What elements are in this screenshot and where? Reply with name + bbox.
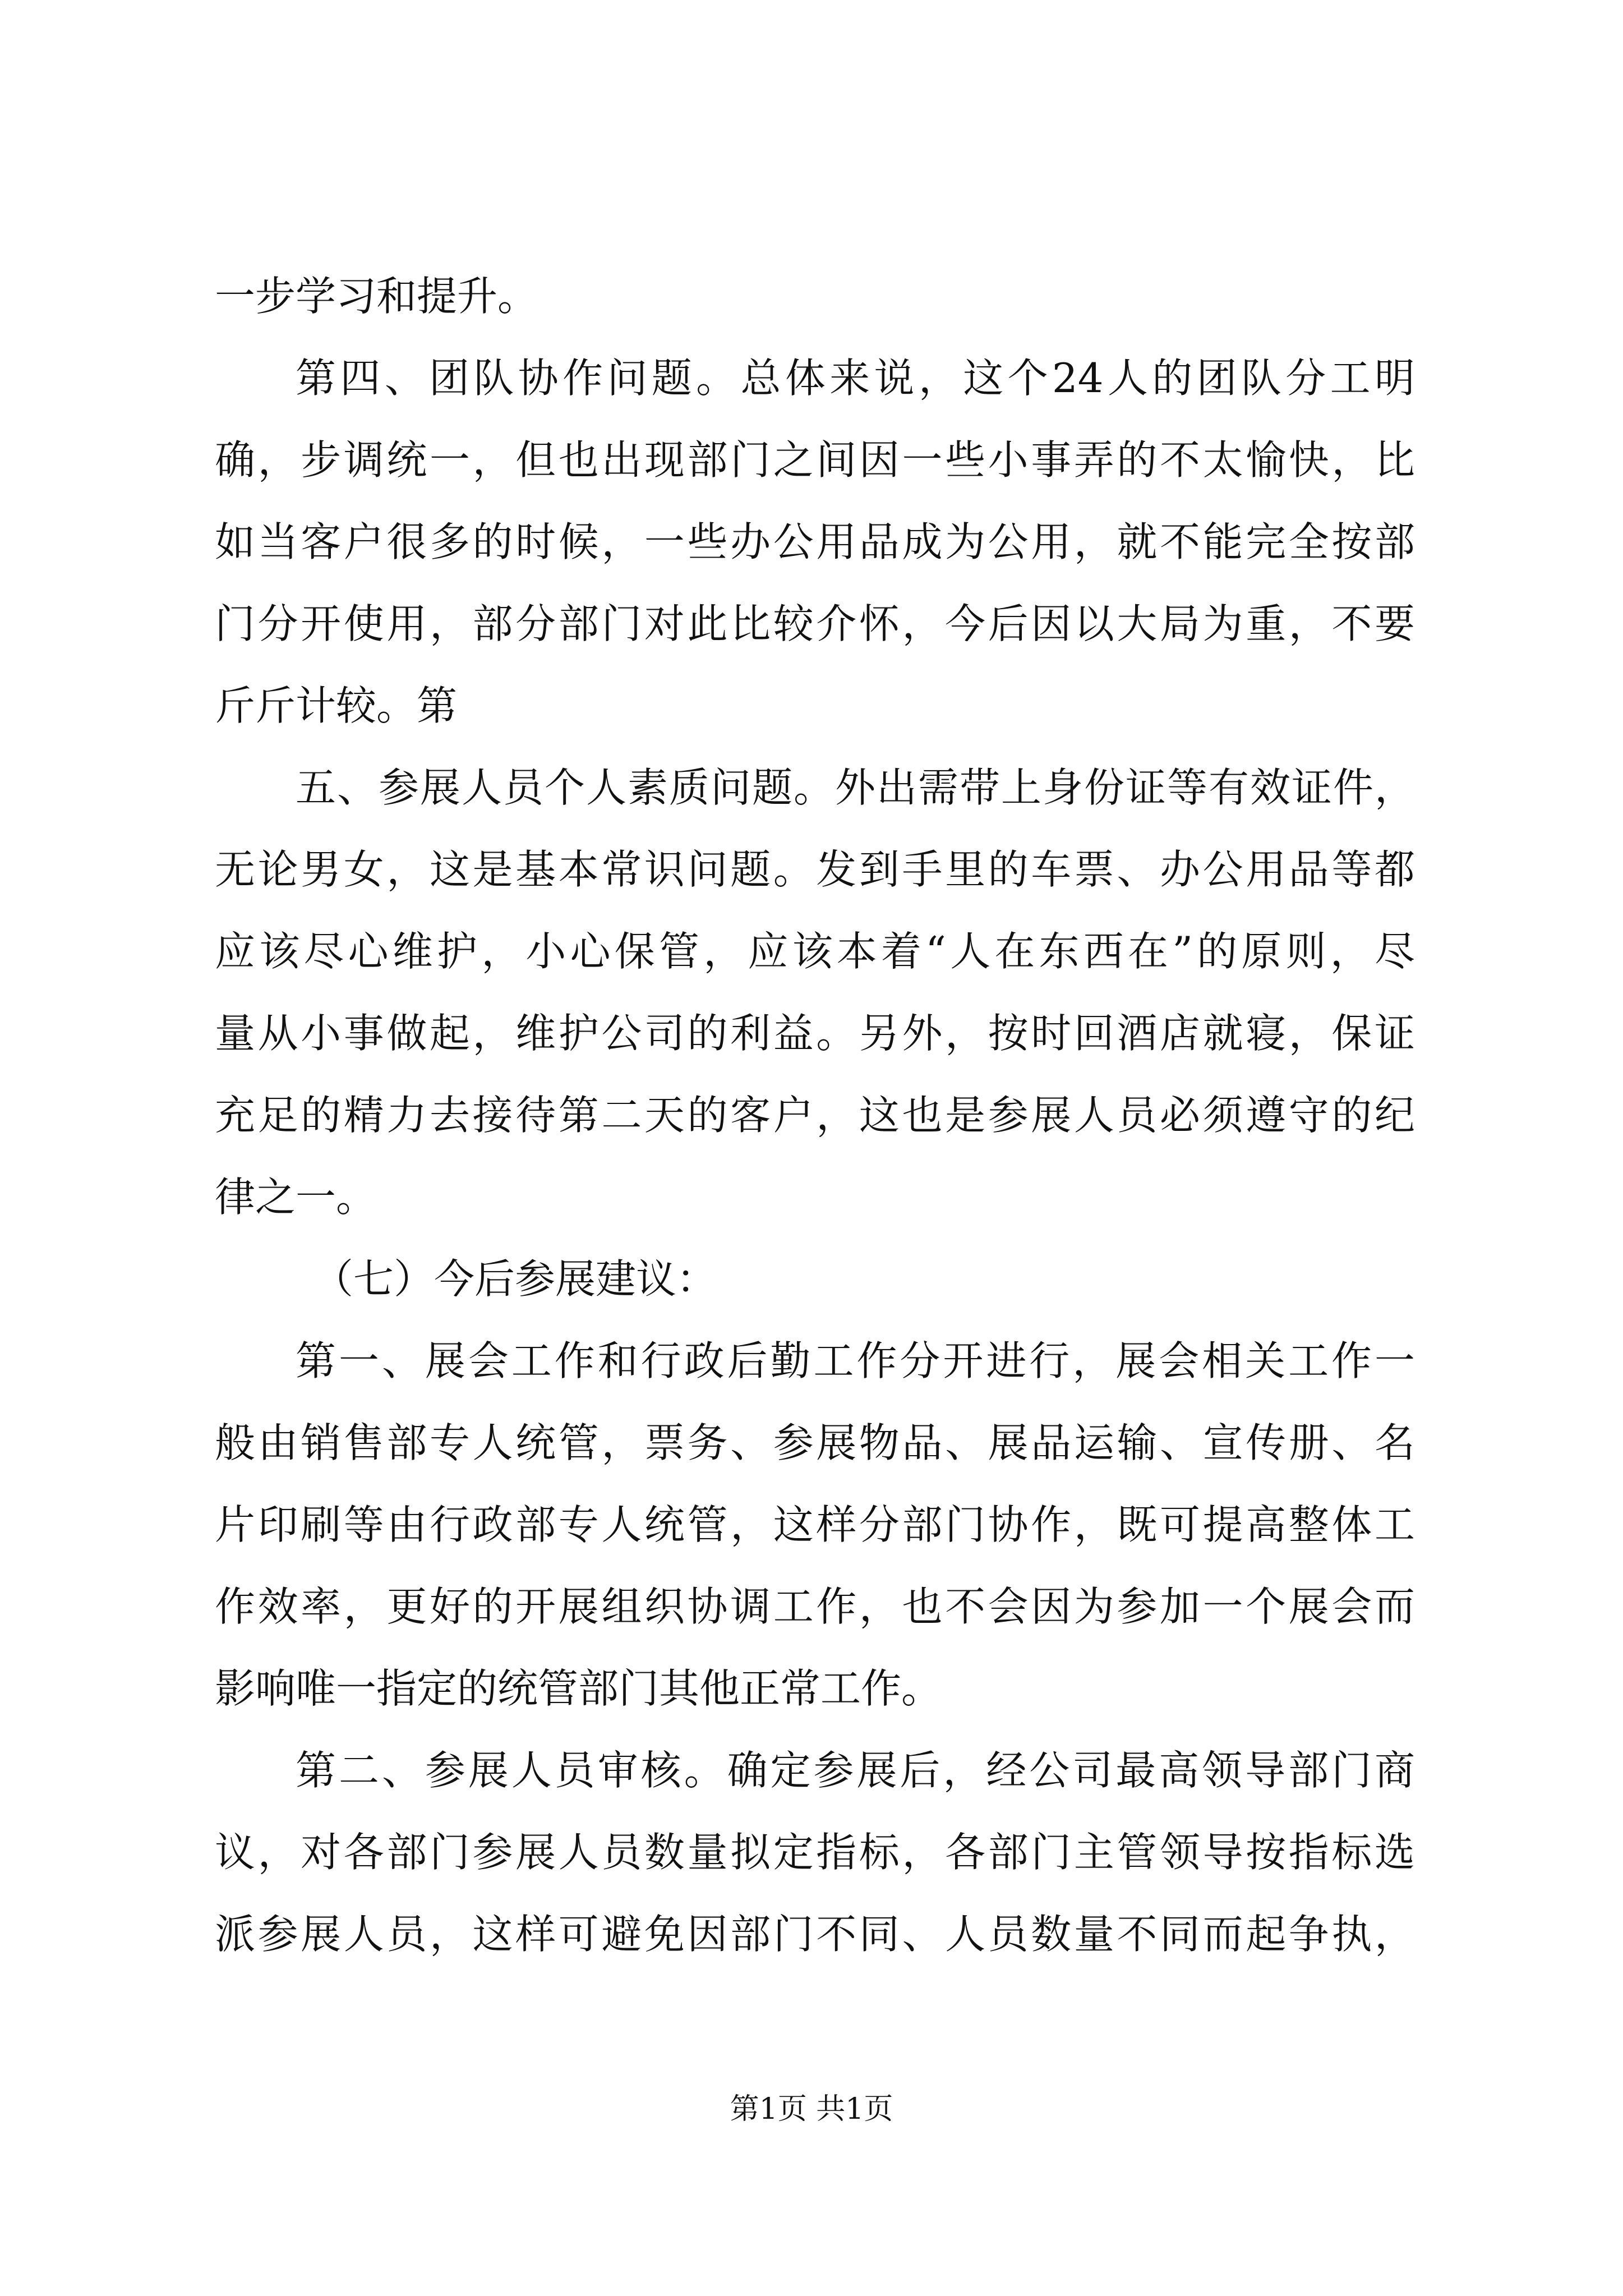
text-line: 派参展人员，这样可避免因部门不同、人员数量不同而起争执， bbox=[215, 1911, 1415, 1958]
text-line: 议，对各部门参展人员数量拟定指标，各部门主管领导按指标选 bbox=[215, 1829, 1415, 1876]
text-line: 第二、参展人员审核。确定参展后，经公司最高领导部门商 bbox=[296, 1747, 1415, 1794]
text-line: 确，步调统一，但也出现部门之间因一些小事弄的不太愉快，比 bbox=[215, 436, 1415, 484]
body-text bbox=[215, 255, 1415, 1975]
page-footer: 第1页 共1页 bbox=[730, 2092, 893, 2126]
text-line: 应该尽心维护，小心保管，应该本着“人在东西在”的原则，尽 bbox=[215, 928, 1415, 975]
text-line: 斤斤计较。第 bbox=[215, 682, 458, 729]
text-line: 如当客户很多的时候，一些办公用品成为公用，就不能完全按部 bbox=[215, 518, 1415, 565]
text-line: 门分开使用，部分部门对此比较介怀，今后因以大局为重，不要 bbox=[215, 600, 1415, 647]
text-line: 第一、展会工作和行政后勤工作分开进行，展会相关工作一 bbox=[296, 1337, 1415, 1384]
section-heading: （七）今后参展建议： bbox=[313, 1255, 717, 1303]
text-line: 无论男女，这是基本常识问题。发到手里的车票、办公用品等都 bbox=[215, 846, 1415, 893]
text-line: 片印刷等由行政部专人统管，这样分部门协作，既可提高整体工 bbox=[215, 1501, 1415, 1548]
text-line: 一步学习和提升。 bbox=[215, 273, 538, 320]
text-line: 般由销售部专人统管，票务、参展物品、展品运输、宣传册、名 bbox=[215, 1419, 1415, 1466]
text-line: 律之一。 bbox=[215, 1174, 377, 1221]
text-line: 充足的精力去接待第二天的客户，这也是参展人员必须遵守的纪 bbox=[215, 1092, 1415, 1139]
text-line: 五、参展人员个人素质问题。外出需带上身份证等有效证件， bbox=[296, 764, 1415, 811]
text-line: 量从小事做起，维护公司的利益。另外，按时回酒店就寝，保证 bbox=[215, 1010, 1415, 1057]
text-line: 作效率，更好的开展组织协调工作，也不会因为参加一个展会而 bbox=[215, 1583, 1415, 1630]
text-line: 第四、团队协作问题。总体来说，这个24人的团队分工明 bbox=[296, 355, 1415, 402]
text-line: 影响唯一指定的统管部门其他正常工作。 bbox=[215, 1665, 942, 1712]
